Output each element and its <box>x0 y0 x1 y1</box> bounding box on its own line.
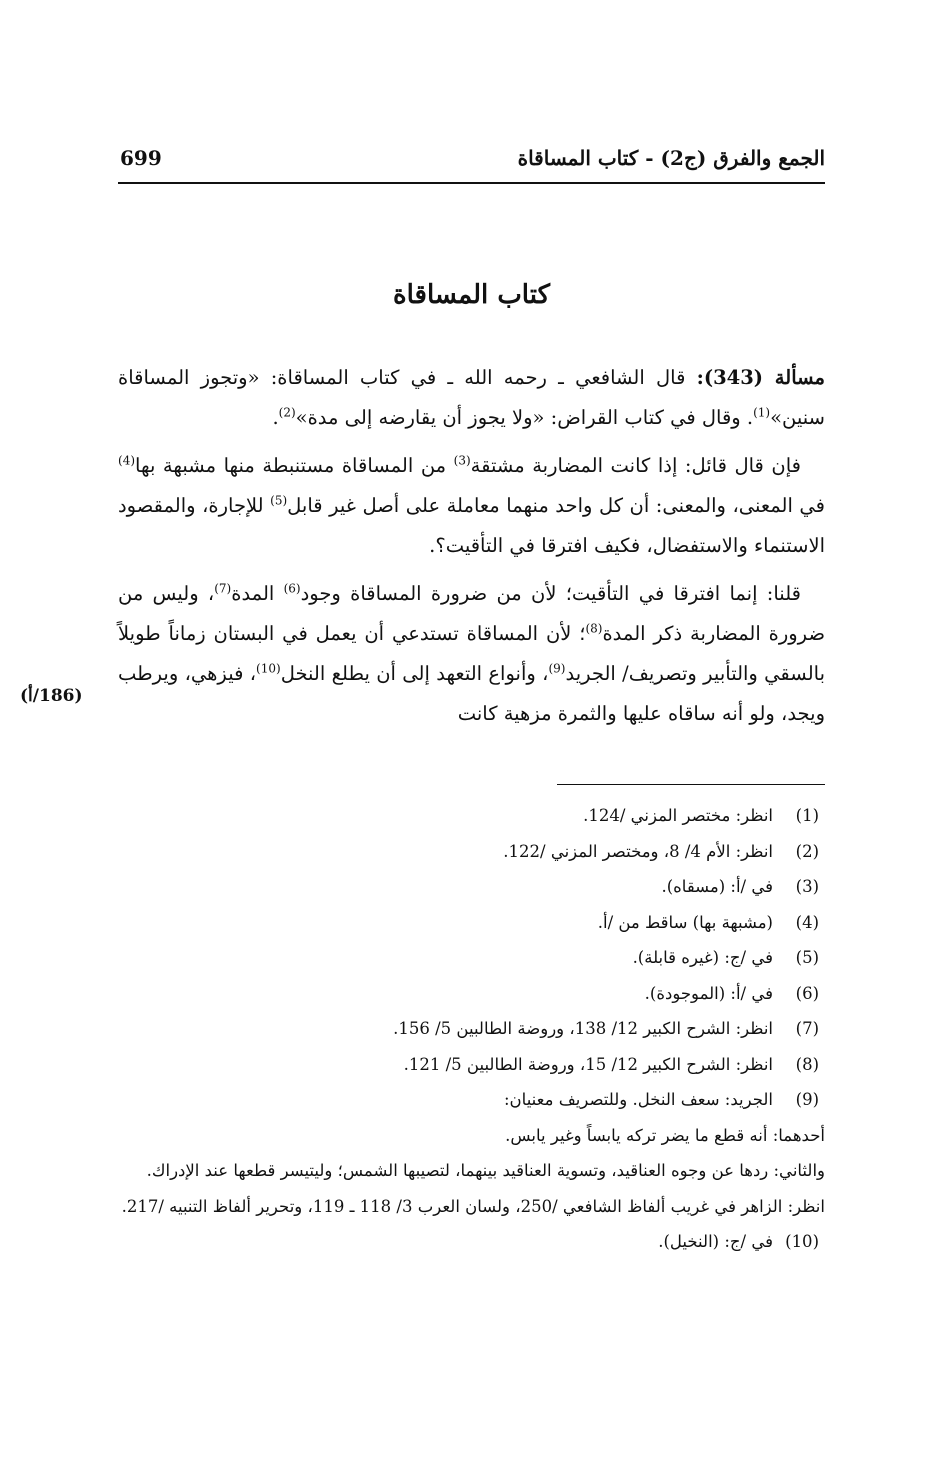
footnote-number: (4) <box>795 912 819 932</box>
footnotes <box>118 798 825 1260</box>
text-run: قلنا: إنما افترقا في التأقيت؛ لأن من ضرورة المساقاة وجود <box>300 582 801 605</box>
footnote-ref: (9) <box>548 661 566 676</box>
footnote-continuation: والثاني: ردها عن وجوه العناقيد، وتسوية العناقيد بينهما، لتصيبها الشمس؛ وليتيسر قطعها عند الإدراك. <box>146 1161 825 1180</box>
footnote-number: (9) <box>795 1090 819 1109</box>
footnote-item <box>118 940 825 976</box>
text-run: قال الشافعي ـ رحمه الله ـ في كتاب المساقاة: «وتجوز المساقاة سنين» <box>118 366 825 429</box>
footnote-number: (8) <box>795 1054 819 1074</box>
footnote-ref: (10) <box>256 661 281 676</box>
running-header <box>120 146 825 180</box>
footnote-text: انظر: الأم 4/ 8، ومختصر المزني /122. <box>503 841 773 861</box>
footnote-ref: (8) <box>585 621 603 636</box>
text-run: . وقال في كتاب القراض: «ولا يجوز أن يقارضه إلى مدة» <box>295 406 754 429</box>
footnote-ref: (4) <box>118 453 136 468</box>
footnote-text: انظر: الشرح الكبير 12/ 138، وروضة الطالبين 5/ 156. <box>393 1019 773 1038</box>
main-text <box>118 358 825 742</box>
page-number: 699 <box>120 146 162 170</box>
footnote-item <box>118 1047 825 1083</box>
footnote-ref: (2) <box>278 405 296 420</box>
chapter-title: كتاب المساقاة <box>393 280 550 310</box>
text-run: . <box>272 406 279 429</box>
footnote-ref: (7) <box>214 581 232 596</box>
footnote-number: (1) <box>795 806 819 825</box>
footnote-number: (7) <box>795 1019 819 1038</box>
footnote-item <box>118 976 825 1012</box>
footnote-continuation: أحدهما: أنه قطع ما يضر تركه يابساً وغير يابس. <box>505 1125 825 1145</box>
footnote-number: (6) <box>795 983 819 1003</box>
text-run: للإجارة، والمقصود الاستنماء والاستفضال، فكيف افترقا في التأقيت؟. <box>118 494 825 557</box>
footnote-number: (10) <box>785 1232 819 1251</box>
text-run: من المساقاة مستنبطة منها مشبهة بها <box>135 454 454 477</box>
running-title: الجمع والفرق (ج2) - كتاب المساقاة <box>517 146 825 170</box>
footnote-item <box>118 1082 825 1118</box>
paragraph-answer <box>118 574 825 734</box>
footnote-text: الجريد: سعف النخل. وللتصريف معنيان: <box>504 1090 773 1109</box>
footnote-text: في /أ: (الموجودة). <box>644 983 773 1003</box>
footnote-item <box>118 798 825 834</box>
text-run: ، وأنواع التعهد إلى أن يطلع النخل <box>280 662 549 685</box>
footnote-ref: (3) <box>453 453 471 468</box>
footnote-continuation: انظر: الزاهر في غريب ألفاظ الشافعي /250، ولسان العرب 3/ 118 ـ 119، وتحرير ألفاظ التنبيه /217. <box>121 1196 825 1216</box>
footnote-ref: (5) <box>270 493 288 508</box>
footnote-text: انظر: الشرح الكبير 12/ 15، وروضة الطالبين 5/ 121. <box>403 1054 773 1074</box>
footnote-text: في /أ: (مسقاه). <box>661 877 773 896</box>
text-run: ، فيزهي، ويرطب ويجد، ولو أنه ساقاه عليها والثمرة مزهية كانت <box>118 662 825 725</box>
footnote-number: (5) <box>795 948 819 967</box>
footnote-item <box>118 869 825 905</box>
manuscript-folio-note: (186/أ) <box>20 686 83 706</box>
footnote-item <box>118 1011 825 1047</box>
footnote-ref: (6) <box>283 581 301 596</box>
issue-label: مسألة (343): <box>696 366 825 389</box>
text-run: ، وليس من ضرورة المضاربة ذكر المدة <box>118 582 826 645</box>
header-rule <box>118 182 825 184</box>
footnote-number: (2) <box>795 841 819 861</box>
text-run: المدة <box>231 582 284 605</box>
footnote-text: انظر: مختصر المزني /124. <box>583 806 773 825</box>
paragraph-objection <box>118 446 825 566</box>
text-run: فإن قال قائل: إذا كانت المضاربة مشتقة <box>470 454 801 477</box>
footnote-text: في /ج: (غيره قابلة). <box>632 948 773 967</box>
footnote-text: في /ج: (النخيل). <box>658 1232 773 1251</box>
footnote-item <box>118 1224 825 1260</box>
footnote-ref: (1) <box>753 405 771 420</box>
paragraph-issue-343 <box>118 358 825 438</box>
text-run: في المعنى، والمعنى: أن كل واحد منهما معاملة على أصل غير قابل <box>287 494 826 517</box>
text-run: ؛ لأن المساقاة تستدعي أن يعمل في البستان زماناً طويلاً بالسقي والتأبير وتصريف/ الجريد <box>118 622 826 685</box>
footnote-item <box>118 834 825 870</box>
footnote-number: (3) <box>795 877 819 896</box>
footnote-rule <box>557 784 825 785</box>
footnote-text: (مشبهة بها) ساقط من /أ. <box>597 912 773 932</box>
footnote-item <box>118 905 825 941</box>
